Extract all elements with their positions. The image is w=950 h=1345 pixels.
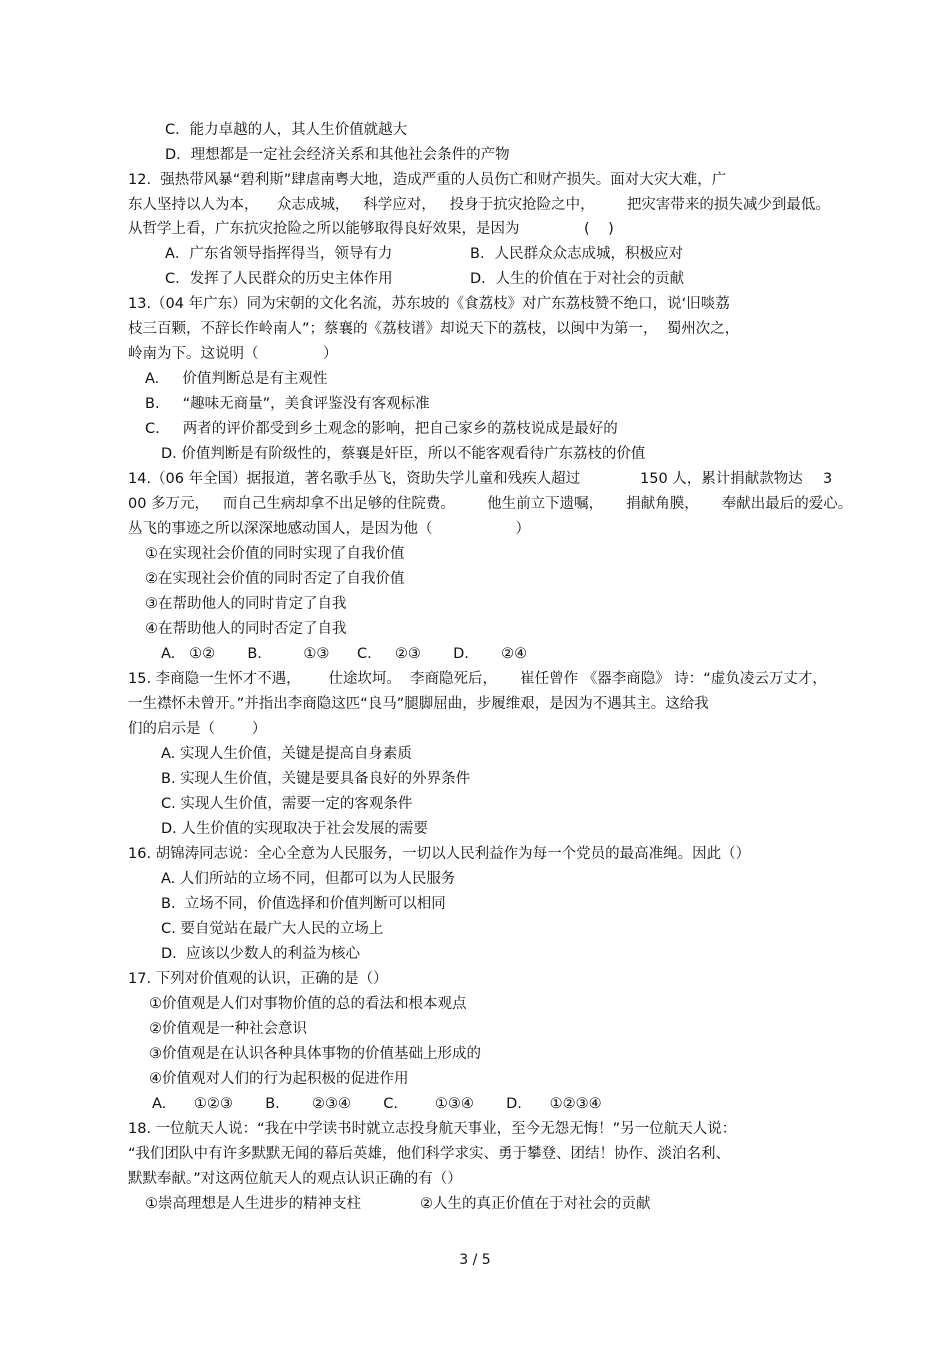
option-line: C. 两者的评价都受到乡土观念的影响，把自己家乡的荔枝说成是最好的 — [145, 421, 618, 437]
option-line: C．能力卓越的人，其人生价值就越大 — [165, 122, 408, 138]
question-18-line: “我们团队中有许多默默无闻的幕后英雄，他们科学求实、勇于攀登、团结！协作、淡泊名利、 — [128, 1146, 731, 1162]
statement-line: ④在帮助他人的同时否定了自我 — [145, 621, 347, 637]
question-13-line: 13.（04 年广东）同为宋朝的文化名流，苏东坡的《食荔枝》对广东荔枝赞不绝口，说‘旧啖荔 — [128, 296, 730, 312]
question-12-line: 12. 强热带风暴“碧利斯”肆虐南粤大地，造成严重的人员伤亡和财产损失。面对大灾大难，广 — [128, 172, 727, 188]
option-line: D．人生的价值在于对社会的贡献 — [470, 271, 685, 287]
question-15-line: 一生襟怀未曾开。”并指出李商隐这匹“良马”腿脚屈曲，步履维艰，是因为不遇其主。这给我 — [128, 696, 709, 712]
statement-line: ①价值观是人们对事物价值的总的看法和根本观点 — [149, 996, 467, 1012]
question-14-line: 14.（06 年全国）据报道，著名歌手丛飞，资助失学儿童和残疾人超过 — [128, 471, 581, 487]
question-14-line: 00 多万元， 而自己生病却拿不出足够的住院费。 他生前立下遗嘱， 捐献角膜， 奉献出最后的爱心。 — [128, 496, 853, 512]
statement-line: ②人生的真正价值在于对社会的贡献 — [420, 1196, 651, 1212]
question-18-line: 默默奉献。”对这两位航天人的观点认识正确的有（） — [128, 1171, 462, 1187]
option-line: D. 人生价值的实现取决于社会发展的需要 — [161, 821, 428, 837]
question-14-line: 丛飞的事迹之所以深深地感动国人，是因为他（ ） — [128, 521, 530, 537]
question-16-line: 16. 胡锦涛同志说：全心全意为人民服务，一切以人民利益作为每一个党员的最高准绳。因此（） — [128, 846, 751, 862]
statement-line: ③价值观是在认识各种具体事物的价值基础上形成的 — [149, 1046, 481, 1062]
question-18-line: 18. 一位航天人说：“我在中学读书时就立志投身航天事业，至今无怨无悔！”另一位航天人说： — [128, 1121, 737, 1137]
question-17-line: 17. 下列对价值观的认识，正确的是（） — [128, 971, 388, 987]
question-15-line: 15. 李商隐一生怀才不遇， 仕途坎坷。 李商隐死后， 崔任曾作 《器李商隐》 诗：“虚负凌云万丈才， — [128, 671, 827, 687]
option-line: A. 实现人生价值，关键是提高自身素质 — [161, 746, 412, 762]
question-12-line: 从哲学上看，广东抗灾抢险之所以能够取得良好效果，是因为 ( ) — [128, 221, 614, 237]
option-line: C．发挥了人民群众的历史主体作用 — [165, 271, 393, 287]
option-line: C. 实现人生价值，需要一定的客观条件 — [161, 796, 413, 812]
question-12-line: 东人坚持以人为本， 众志成城， 科学应对， 投身于抗灾抢险之中， 把灾害带来的损失减少到最低。 — [128, 197, 830, 213]
option-line: A. 价值判断总是有主观性 — [145, 371, 328, 387]
question-13-line: 枝三百颗，不辞长作岭南人”；蔡襄的《荔枝谱》却说天下的荔枝，以闽中为第一， 蜀州次之， — [128, 321, 740, 337]
question-15-line: 们的启示是（ ） — [128, 721, 267, 737]
option-line: A. 人们所站的立场不同，但都可以为人民服务 — [161, 871, 456, 887]
statement-line: ①崇高理想是人生进步的精神支柱 — [145, 1196, 361, 1212]
statement-line: ②价值观是一种社会意识 — [149, 1021, 307, 1037]
question-14-line: 150 人，累计捐献款物达 — [640, 471, 803, 487]
option-line: A. ①②③ B. ②③④ C. ①③④ D. ①②③④ — [152, 1096, 602, 1112]
option-line: C. 要自觉站在最广大人民的立场上 — [161, 921, 384, 937]
question-14-line: 3 — [823, 471, 833, 487]
option-line: B. 立场不同，价值选择和价值判断可以相同 — [161, 896, 446, 912]
page-number: 3 / 5 — [459, 1252, 491, 1268]
option-line: A．广东省领导指挥得当，领导有力 — [165, 246, 393, 262]
option-line: B．人民群众众志成城，积极应对 — [470, 246, 683, 262]
statement-line: ②在实现社会价值的同时否定了自我价值 — [145, 571, 405, 587]
option-line: D．理想都是一定社会经济关系和其他社会条件的产物 — [165, 147, 510, 163]
option-line: D. 应该以少数人的利益为核心 — [161, 946, 360, 962]
option-line: D. 价值判断是有阶级性的，蔡襄是奸臣，所以不能客观看待广东荔枝的价值 — [161, 446, 646, 462]
statement-line: ③在帮助他人的同时肯定了自我 — [145, 596, 347, 612]
question-13-line: 岭南为下。这说明（ ） — [128, 346, 338, 362]
option-line: B. “趣味无商量”，美食评鉴没有客观标准 — [145, 396, 430, 412]
option-line: A. ①② B. ①③ C. ②③ D. ②④ — [161, 646, 528, 662]
option-line: B. 实现人生价值，关键是要具备良好的外界条件 — [161, 771, 471, 787]
statement-line: ④价值观对人们的行为起积极的促进作用 — [149, 1071, 409, 1087]
statement-line: ①在实现社会价值的同时实现了自我价值 — [145, 546, 405, 562]
